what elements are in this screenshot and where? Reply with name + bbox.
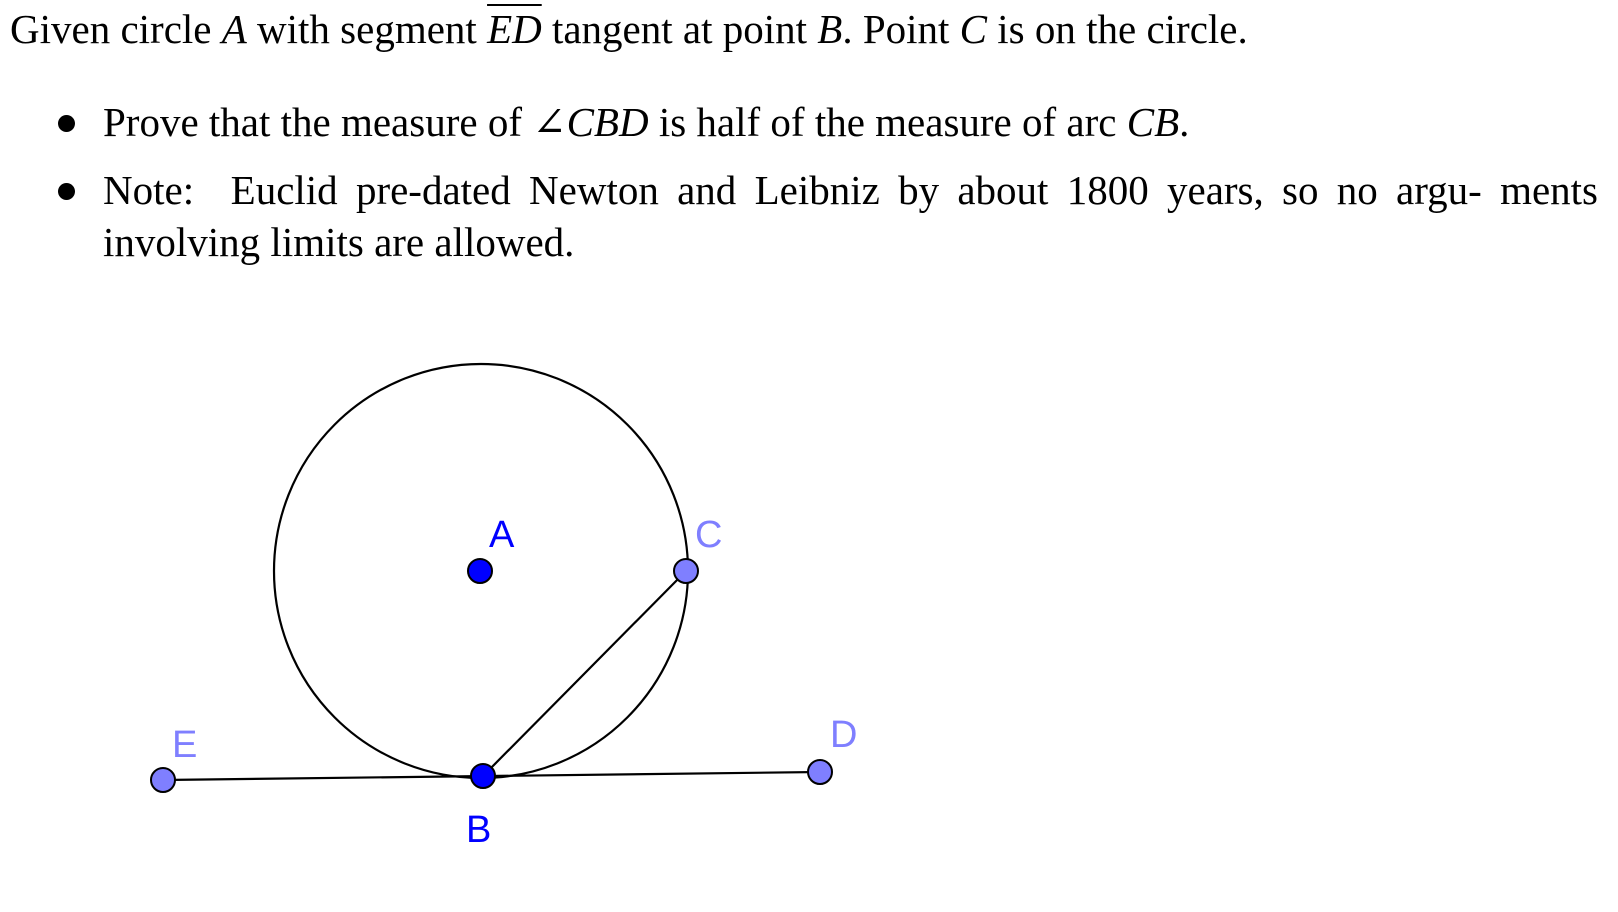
label-b: B — [466, 809, 492, 851]
chord-cb — [483, 571, 686, 776]
intro-part-2: with segment — [246, 6, 488, 52]
point-on-circle-name: C — [959, 6, 988, 52]
circle-name: A — [221, 6, 247, 52]
prove-part-1: Prove that the measure of — [103, 99, 533, 145]
label-a: A — [489, 514, 515, 556]
point-a[interactable] — [468, 559, 492, 583]
segment-name: $\overline{ED}$ — [487, 6, 542, 52]
point-d[interactable] — [808, 760, 832, 784]
prove-part-3: . — [1179, 99, 1190, 145]
point-c[interactable] — [674, 559, 698, 583]
angle-cbd: ∠CBD — [532, 99, 649, 145]
note-label: Note: — [103, 167, 195, 213]
arc-cb: CB — [1126, 99, 1180, 145]
note-text: Euclid pre-dated Newton and Leibniz by about 1800 years, so no argu- ments involving limits are allowed. — [103, 167, 1599, 265]
intro-part-5: is on the circle. — [987, 6, 1248, 52]
intro-part-1: Given circle — [10, 6, 222, 52]
prove-part-2: is half of the measure of arc — [648, 99, 1127, 145]
point-e[interactable] — [151, 768, 175, 792]
intro-part-4: . Point — [842, 6, 960, 52]
intro-part-3: tangent at point — [541, 6, 818, 52]
label-c: C — [695, 514, 723, 556]
label-e: E — [172, 724, 198, 766]
point-b[interactable] — [471, 764, 495, 788]
label-d: D — [830, 714, 858, 756]
tangent-point-name: B — [817, 6, 843, 52]
